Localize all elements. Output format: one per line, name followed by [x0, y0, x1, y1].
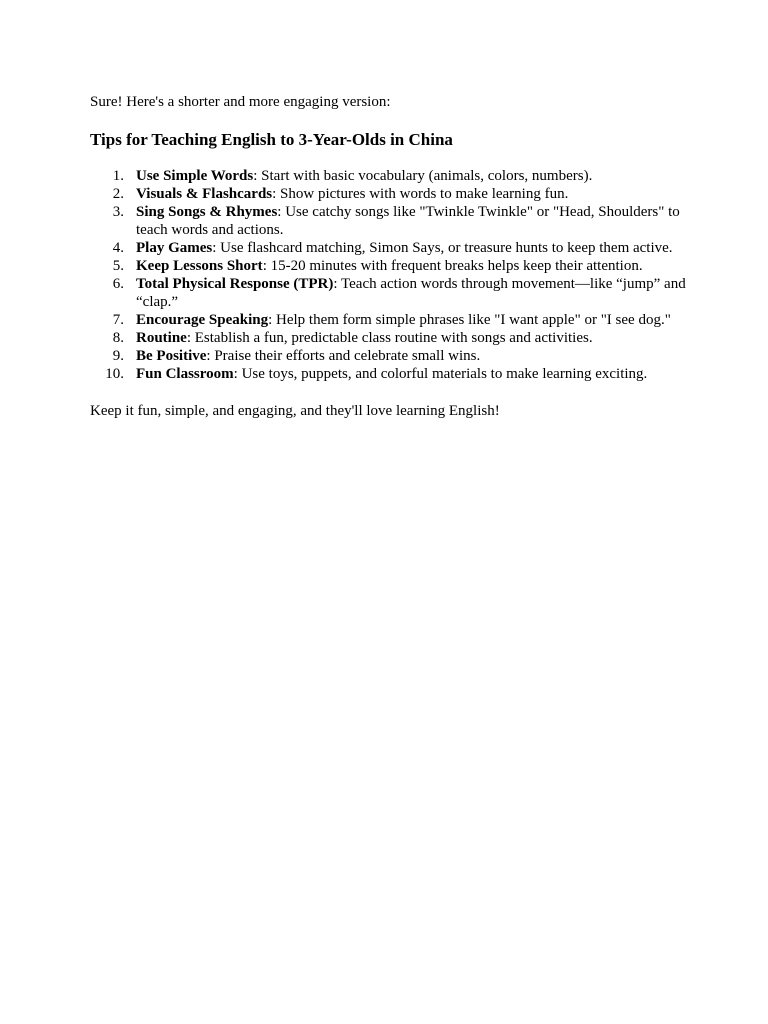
- list-item-number: 8.: [112, 330, 124, 346]
- list-item-text: : Use toys, puppets, and colorful materials to make learning exciting.: [233, 366, 648, 382]
- list-item-term: Total Physical Response (TPR): [136, 276, 334, 292]
- list-item: [112, 185, 690, 203]
- list-item-term: Use Simple Words: [136, 168, 254, 184]
- list-item-text: : Teach action words through movement—like “jump” and “clap.”: [136, 276, 686, 310]
- list-item-text: : Show pictures with words to make learning fun.: [272, 186, 569, 202]
- document-page: [90, 93, 690, 420]
- list-item-number: 5.: [112, 258, 124, 274]
- list-item-text: : Start with basic vocabulary (animals, colors, numbers).: [253, 168, 593, 184]
- tips-list: [90, 167, 690, 383]
- list-item-term: Keep Lessons Short: [136, 258, 263, 274]
- list-item-number: 2.: [112, 186, 124, 202]
- list-item: [112, 311, 690, 329]
- list-item-term: Sing Songs & Rhymes: [136, 204, 278, 220]
- list-item-term: Be Positive: [136, 348, 207, 364]
- list-item: [112, 257, 690, 275]
- list-item-text: : 15-20 minutes with frequent breaks helps keep their attention.: [262, 258, 643, 274]
- closing-text: Keep it fun, simple, and engaging, and they'll love learning English!: [90, 403, 500, 419]
- list-item: [112, 329, 690, 347]
- list-item-number: 3.: [112, 204, 124, 220]
- list-item: [112, 239, 690, 257]
- list-item: [105, 365, 690, 383]
- list-item-term: Fun Classroom: [136, 366, 234, 382]
- list-item-number: 9.: [112, 348, 124, 364]
- list-item-number: 6.: [112, 276, 124, 292]
- list-item-term: Encourage Speaking: [136, 312, 269, 328]
- document-title: Tips for Teaching English to 3-Year-Olds in China: [90, 130, 453, 149]
- list-item-number: 4.: [112, 240, 124, 256]
- list-item-text: : Praise their efforts and celebrate small wins.: [206, 348, 481, 364]
- list-item-term: Play Games: [136, 240, 213, 256]
- intro-text: Sure! Here's a shorter and more engaging version:: [90, 94, 391, 110]
- list-item-term: Visuals & Flashcards: [136, 186, 273, 202]
- list-item-term: Routine: [136, 330, 187, 346]
- list-item: [112, 347, 690, 365]
- list-item-text: : Help them form simple phrases like "I want apple" or "I see dog.": [268, 312, 671, 328]
- list-item-number: 1.: [112, 168, 124, 184]
- list-item-number: 7.: [112, 312, 124, 328]
- list-item-text: : Use catchy songs like "Twinkle Twinkle" or "Head, Shoulders" to teach words and actions.: [136, 204, 680, 238]
- list-item-number: 10.: [105, 366, 124, 382]
- list-item: [112, 167, 690, 185]
- list-item-text: : Use flashcard matching, Simon Says, or treasure hunts to keep them active.: [212, 240, 673, 256]
- list-item-text: : Establish a fun, predictable class routine with songs and activities.: [186, 330, 593, 346]
- list-item: [112, 203, 690, 239]
- list-item: [112, 275, 690, 311]
